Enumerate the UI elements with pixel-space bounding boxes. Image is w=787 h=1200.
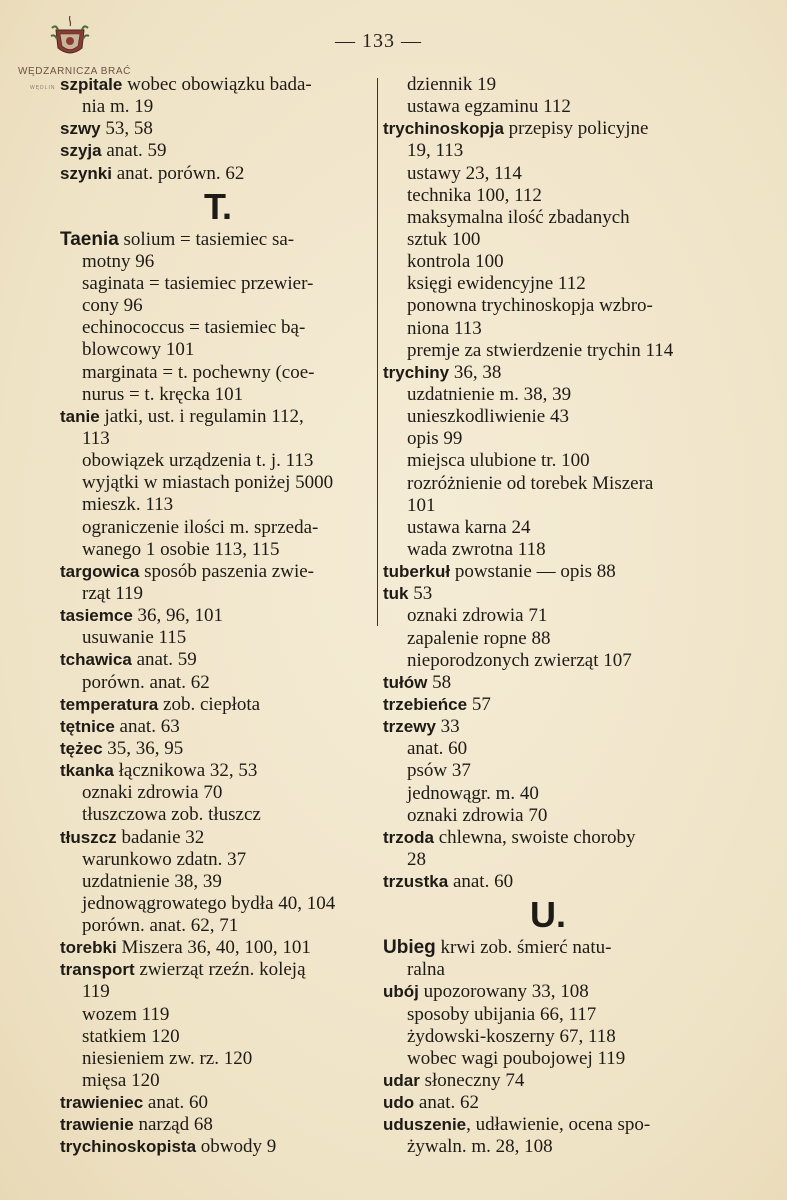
index-subentry: ustawa karna 24 xyxy=(407,516,531,538)
index-entry-text: jatki, ust. i regulamin 112, xyxy=(99,405,304,427)
index-keyword: szyja xyxy=(60,141,102,161)
index-continuation: nurus = t. kręcka 101 xyxy=(82,383,244,405)
index-keyword: ubój xyxy=(383,982,419,1002)
index-keyword: szpitale xyxy=(60,75,123,94)
index-entry-text: 58 xyxy=(427,671,452,693)
index-entry-text: przepisy policyjne xyxy=(503,118,649,140)
brand-name: WĘDZARNICZA BRAĆ xyxy=(18,66,131,77)
index-entry xyxy=(383,118,713,140)
index-entry xyxy=(60,163,376,185)
index-subentry: statkiem 120 xyxy=(82,1025,180,1047)
index-subentry: maksymalna ilość zbadanych xyxy=(407,206,630,228)
index-entry-text: 33 xyxy=(435,716,460,738)
index-entry xyxy=(60,1136,376,1158)
column-divider xyxy=(377,78,378,626)
index-entry xyxy=(60,738,376,760)
index-keyword: udar xyxy=(383,1071,420,1091)
index-entry-text: 53 xyxy=(408,583,433,605)
index-entry xyxy=(60,1092,376,1114)
index-subentry: niesieniem zw. rz. 120 xyxy=(82,1047,253,1069)
index-continuation: rząt 119 xyxy=(82,582,144,604)
index-keyword: tkanka xyxy=(60,761,114,781)
index-subentry: porówn. anat. 62 xyxy=(82,671,210,693)
index-keyword: targowica xyxy=(60,561,140,581)
index-subentry: jednowągrowatego bydła 40, 104 xyxy=(82,892,336,914)
index-entry xyxy=(60,605,376,627)
index-keyword: tuk xyxy=(383,584,409,604)
index-entry-text: anat. 60 xyxy=(143,1092,209,1114)
index-continuation: wanego 1 osobie 113, 115 xyxy=(82,538,280,560)
index-keyword: transport xyxy=(60,960,135,980)
index-subentry: psów 37 xyxy=(407,760,471,782)
index-keyword: udo xyxy=(383,1093,415,1113)
index-subentry: żydowski-koszerny 67, 118 xyxy=(407,1025,616,1047)
index-keyword: trychinoskopista xyxy=(60,1137,197,1157)
index-entry-text: upozorowany 33, 108 xyxy=(418,981,589,1003)
index-subentry: saginata = tasiemiec przewier- xyxy=(82,272,314,294)
section-letter-heading: U. xyxy=(530,894,566,936)
index-continuation: sztuk 100 xyxy=(407,228,481,250)
index-subentry: warunkowo zdatn. 37 xyxy=(82,848,247,870)
brand-subtitle: WĘDLIN xyxy=(30,85,56,91)
index-keyword: tanie xyxy=(60,406,100,426)
index-entry xyxy=(383,981,713,1003)
index-keyword: tłuszcz xyxy=(60,827,117,847)
index-subentry: oznaki zdrowia 70 xyxy=(407,804,548,826)
index-entry-text: anat. 60 xyxy=(448,871,514,893)
index-subentry: wada zwrotna 118 xyxy=(407,538,546,560)
index-keyword: szynki xyxy=(60,163,112,183)
index-entry-text: anat. 59 xyxy=(131,649,197,671)
crest-logo-icon xyxy=(48,14,92,62)
index-keyword: trawienie xyxy=(60,1115,134,1135)
index-entry-text: sposób paszenia zwie- xyxy=(139,560,314,582)
index-entry-text: anat. 62 xyxy=(414,1092,480,1114)
index-keyword: trzustka xyxy=(383,872,449,892)
index-entry xyxy=(383,827,713,849)
index-subentry: sposoby ubijania 66, 117 xyxy=(407,1003,597,1025)
index-keyword: uduszenie xyxy=(383,1115,467,1135)
index-continuation: motny 96 xyxy=(82,250,155,272)
index-subentry: księgi ewidencyjne 112 xyxy=(407,273,586,295)
index-keyword: Ubieg xyxy=(383,937,436,959)
index-entry-text: anat. 59 xyxy=(101,140,167,162)
index-subentry: marginata = t. pochewny (coe- xyxy=(82,361,315,383)
index-subentry: technika 100, 112 xyxy=(407,184,542,206)
section-letter-heading: T. xyxy=(203,185,232,227)
index-continuation: blowcowy 101 xyxy=(82,339,195,361)
index-keyword: torebki xyxy=(60,938,117,958)
index-subentry: dziennik 19 xyxy=(407,74,497,95)
index-keyword: trawieniec xyxy=(60,1093,144,1113)
index-keyword: tchawica xyxy=(60,650,132,670)
index-entry-text: zwierząt rzeźn. koleją xyxy=(134,959,306,981)
index-continuation: nia m. 19 xyxy=(82,96,154,118)
index-entry xyxy=(60,694,376,716)
index-entry-text: badanie 32 xyxy=(116,826,205,848)
index-entry-text: powstanie — opis 88 xyxy=(450,561,616,583)
index-subentry: uzdatnienie m. 38, 39 xyxy=(407,383,572,405)
index-subentry: anat. 60 xyxy=(407,738,468,760)
index-keyword: trychiny xyxy=(383,362,450,382)
index-continuation: 113 xyxy=(82,427,110,449)
index-continuation: 19, 113 xyxy=(407,140,464,162)
index-entry xyxy=(383,1070,713,1092)
index-subentry: wobec wagi poubojowej 119 xyxy=(407,1047,626,1069)
index-subentry: porówn. anat. 62, 71 xyxy=(82,915,239,937)
index-keyword: trzebieńce xyxy=(383,694,468,714)
index-entry-text: chlewna, swoiste choroby xyxy=(434,826,636,848)
index-entry xyxy=(383,1114,713,1136)
index-continuation: 101 xyxy=(407,494,436,516)
index-entry xyxy=(383,871,713,893)
index-keyword: Taenia xyxy=(60,228,119,250)
index-entry xyxy=(60,140,376,162)
index-continuation: 28 xyxy=(407,848,426,870)
index-continuation: cony 96 xyxy=(82,295,143,317)
index-entry-text: , udławienie, ocena spo- xyxy=(466,1114,651,1136)
index-entry-text: słoneczny 74 xyxy=(419,1070,525,1092)
index-continuation: ralna xyxy=(407,959,445,981)
index-keyword: tuberkuł xyxy=(383,562,451,582)
index-subentry: ograniczenie ilości m. sprzeda- xyxy=(82,516,319,538)
index-entry xyxy=(60,1114,376,1136)
index-keyword: temperatura xyxy=(60,694,159,714)
index-entry-text: Miszera 36, 40, 100, 101 xyxy=(116,937,311,959)
index-entry xyxy=(60,760,376,782)
index-subentry: opis 99 xyxy=(407,428,463,450)
index-keyword: tasiemce xyxy=(60,606,133,626)
index-entry xyxy=(383,672,713,694)
index-continuation: żywaln. m. 28, 108 xyxy=(407,1136,553,1158)
index-entry xyxy=(60,74,376,96)
index-entry xyxy=(383,694,713,716)
index-subentry: ustawa egzaminu 112 xyxy=(407,96,571,118)
index-subentry: miejsca ulubione tr. 100 xyxy=(407,450,590,472)
index-keyword: tężec xyxy=(60,738,103,758)
index-subentry: jednowągr. m. 40 xyxy=(407,782,539,804)
index-keyword: trzewy xyxy=(383,717,436,737)
index-entry-text: obwody 9 xyxy=(196,1136,277,1158)
index-continuation: mieszk. 113 xyxy=(82,494,174,516)
index-subentry: obowiązek urządzenia t. j. 113 xyxy=(82,450,314,472)
index-subentry: ponowna trychinoskopja wzbro- xyxy=(407,295,653,317)
index-subentry: ustawy 23, 114 xyxy=(407,162,522,184)
index-entry-text: anat. 63 xyxy=(114,715,180,737)
index-column-left xyxy=(60,74,376,1159)
index-subentry: wyjątki w miastach poniżej 5000 xyxy=(82,472,334,494)
index-entry xyxy=(60,649,376,671)
index-subentry: usuwanie 115 xyxy=(82,627,187,649)
index-entry xyxy=(60,561,376,583)
index-subentry: wozem 119 xyxy=(82,1003,170,1025)
index-entry-text: łącznikowa 32, 53 xyxy=(113,760,258,782)
index-entry-text: solium = tasiemiec sa- xyxy=(118,228,295,250)
index-entry xyxy=(383,362,713,384)
index-entry-text: wobec obowiązku bada- xyxy=(122,74,312,95)
index-entry xyxy=(60,406,376,428)
index-subentry: oznaki zdrowia 71 xyxy=(407,605,548,627)
index-subentry: premje za stwierdzenie trychin 114 xyxy=(407,339,674,361)
index-entry xyxy=(60,118,376,140)
index-entry xyxy=(60,959,376,981)
index-entry-text: 36, 96, 101 xyxy=(132,605,224,627)
index-keyword: tułów xyxy=(383,672,428,692)
index-subentry: echinococcus = tasiemiec bą- xyxy=(82,317,306,339)
index-entry xyxy=(383,583,713,605)
index-entry-text: 57 xyxy=(467,693,491,715)
index-subentry: unieszkodliwienie 43 xyxy=(407,406,569,428)
index-subentry: uzdatnienie 38, 39 xyxy=(82,870,222,892)
index-subentry: nieporodzonych zwierząt 107 xyxy=(407,649,632,671)
index-keyword: trzoda xyxy=(383,827,434,847)
index-subentry: mięsa 120 xyxy=(82,1070,160,1092)
index-entry-text: zob. ciepłota xyxy=(158,693,261,715)
index-entry xyxy=(383,561,713,583)
index-keyword: szwy xyxy=(60,119,101,139)
index-entry xyxy=(60,229,376,251)
index-subentry: kontrola 100 xyxy=(407,251,504,273)
index-subentry: zapalenie ropne 88 xyxy=(407,627,551,649)
index-subentry: tłuszczowa zob. tłuszcz xyxy=(82,804,261,826)
index-entry-text: 36, 38 xyxy=(449,361,502,383)
index-entry xyxy=(60,716,376,738)
index-entry xyxy=(383,1092,713,1114)
index-entry xyxy=(60,937,376,959)
index-keyword: trychinoskopja xyxy=(383,119,504,139)
index-entry-text: anat. porówn. 62 xyxy=(111,162,245,184)
index-entry-text: krwi zob. śmierć natu- xyxy=(435,937,612,959)
index-continuation: 119 xyxy=(82,981,110,1003)
index-continuation: niona 113 xyxy=(407,317,482,339)
index-subentry: oznaki zdrowia 70 xyxy=(82,782,223,804)
index-entry xyxy=(383,937,713,959)
index-column-right xyxy=(383,74,713,1159)
index-entry-text: 35, 36, 95 xyxy=(102,737,184,759)
index-keyword: tętnice xyxy=(60,716,115,736)
index-entry-text: 53, 58 xyxy=(100,118,153,140)
index-entry xyxy=(383,716,713,738)
index-entry xyxy=(60,827,376,849)
page-number: — 133 — xyxy=(335,30,422,52)
index-subentry: rozróżnienie od torebek Miszera xyxy=(407,472,654,494)
index-entry-text: narząd 68 xyxy=(133,1114,213,1136)
